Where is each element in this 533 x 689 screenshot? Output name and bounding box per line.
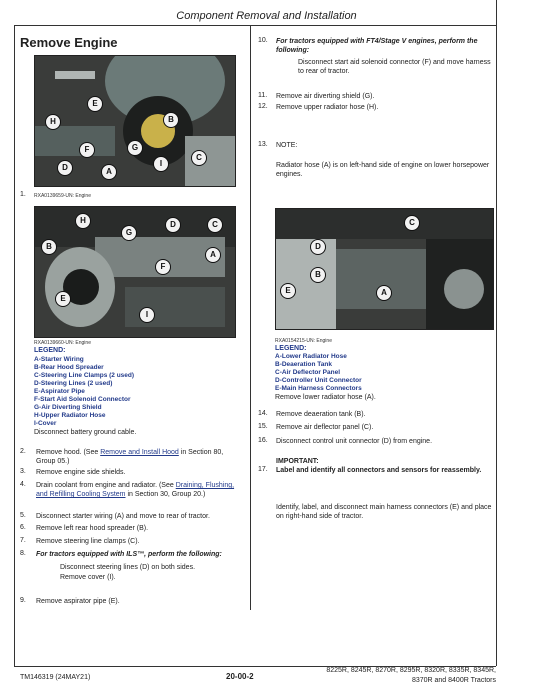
legend-item: B-Deaeration Tank [275,361,332,368]
legend-item: F-Start Aid Solenoid Connector [34,396,131,403]
step-4-text: Drain coolant from engine and radiator. (See Draining, Flushing, and Refilling Cooling System in Section 30, Group 20.) [36,482,235,498]
engine-photo-2: H G D C B A F E I [34,206,236,338]
header-rule [14,25,496,26]
legend-item: H-Upper Radiator Hose [34,412,106,419]
step-17-sub: Identify, label, and disconnect main harness connectors (E) and place on right-hand side of tractor. [276,504,492,520]
note-text: Radiator hose (A) is on left-hand side of engine on lower horsepower engines. [276,162,490,178]
step-8-number: 8. [20,550,26,557]
right-border [496,0,497,666]
step-5-text: Disconnect starter wiring (A) and move to rear of tractor. [36,513,210,520]
step-17-text: Label and identify all connectors and sensors for reassembly. [276,467,482,474]
step-9-text: Remove aspirator pipe (E). [36,598,120,605]
step-2-number: 2. [20,448,26,455]
legend-1-heading: LEGEND: [34,347,66,354]
legend-item: I-Cover [34,420,57,427]
center-divider [250,26,251,610]
step-16-number: 16. [258,437,268,444]
disconnect-battery-text: Disconnect battery ground cable. [34,429,137,436]
step-11-number: 11. [258,92,268,99]
legend-3-heading: LEGEND: [275,345,307,352]
footer-models-line-2: 8370R and 8400R Tractors [411,677,496,684]
step-12-text: Remove upper radiator hose (H). [276,104,379,111]
step-1-number: 1. [20,191,26,198]
step-10-number: 10. [258,37,268,44]
step-3-number: 3. [20,468,26,475]
step-4-number: 4. [20,481,26,488]
footer-page-number: 20-00-2 [226,672,254,681]
note-heading: NOTE: [276,142,298,149]
step-6-number: 6. [20,524,26,531]
footer-doc-id: TM146319 (24MAY21) [20,674,91,681]
figure-1-caption: RXA0139659-UN: Engine [34,193,91,199]
step-6-text: Remove left rear hood spreader (B). [36,525,149,532]
step-14-number: 14. [258,410,268,417]
step-9-number: 9. [20,597,26,604]
step-5-number: 5. [20,512,26,519]
figure-3-caption: RXA0154215-UN: Engine [275,338,332,344]
legend-item: G-Air Diverting Shield [34,404,102,411]
step-10-text: For tractors equipped with FT4/Stage V engines, perform the following: [276,38,478,54]
step-8-sub-1: Disconnect steering lines (D) on both sides. [60,564,196,571]
legend-3-list [275,353,362,393]
legend-1-list [34,356,134,428]
legend-item: E-Aspirator Pipe [34,388,85,395]
legend-item: A-Starter Wiring [34,356,84,363]
step-7-number: 7. [20,537,26,544]
engine-photo-3: C D B E A [275,208,494,330]
step-13-number: 13. [258,141,268,148]
remove-hood-link[interactable]: Remove and Install Hood [100,449,179,456]
step-17-number: 17. [258,466,268,473]
step-14-text: Remove deaeration tank (B). [276,411,366,418]
remove-lower-hose-text: Remove lower radiator hose (A). [275,394,376,401]
cooling-system-link[interactable]: Draining, Flushing, and Refilling Cooling System [36,482,235,498]
footer-models-line-1: 8225R, 8245R, 8270R, 8295R, 8320R, 8335R, 8345R, [326,667,496,674]
step-12-number: 12. [258,103,268,110]
step-11-text: Remove air diverting shield (G). [276,93,375,100]
legend-item: C-Air Deflector Panel [275,369,341,376]
page-header-title: Component Removal and Installation [176,10,357,22]
step-15-number: 15. [258,423,268,430]
legend-item: D-Steering Lines (2 used) [34,380,113,387]
step-16-text: Disconnect control unit connector (D) from engine. [276,438,433,445]
step-7-text: Remove steering line clamps (C). [36,538,140,545]
step-15-text: Remove air deflector panel (C). [276,424,374,431]
engine-photo-1: E B F C A I D G H [34,55,236,187]
step-3-text: Remove engine side shields. [36,469,126,476]
step-8-text: For tractors equipped with ILS™, perform the following: [36,551,222,558]
important-label: IMPORTANT: [276,458,319,465]
step-10-sub: Disconnect start aid solenoid connector (F) and move harness to rear of tractor. [298,59,491,75]
legend-item: A-Lower Radiator Hose [275,353,347,360]
legend-item: C-Steering Line Clamps (2 used) [34,372,135,379]
section-title: Remove Engine [20,35,118,50]
legend-item: B-Rear Hood Spreader [34,364,104,371]
figure-2-caption: RXA0139660-UN: Engine [34,340,91,346]
legend-item: D-Controller Unit Connector [275,377,362,384]
left-border [14,26,15,666]
legend-item: E-Main Harness Connectors [275,385,362,392]
step-2-text: Remove hood. (See Remove and Install Hood in Section 80, Group 05.) [36,449,224,465]
step-8-sub-2: Remove cover (I). [60,574,116,581]
